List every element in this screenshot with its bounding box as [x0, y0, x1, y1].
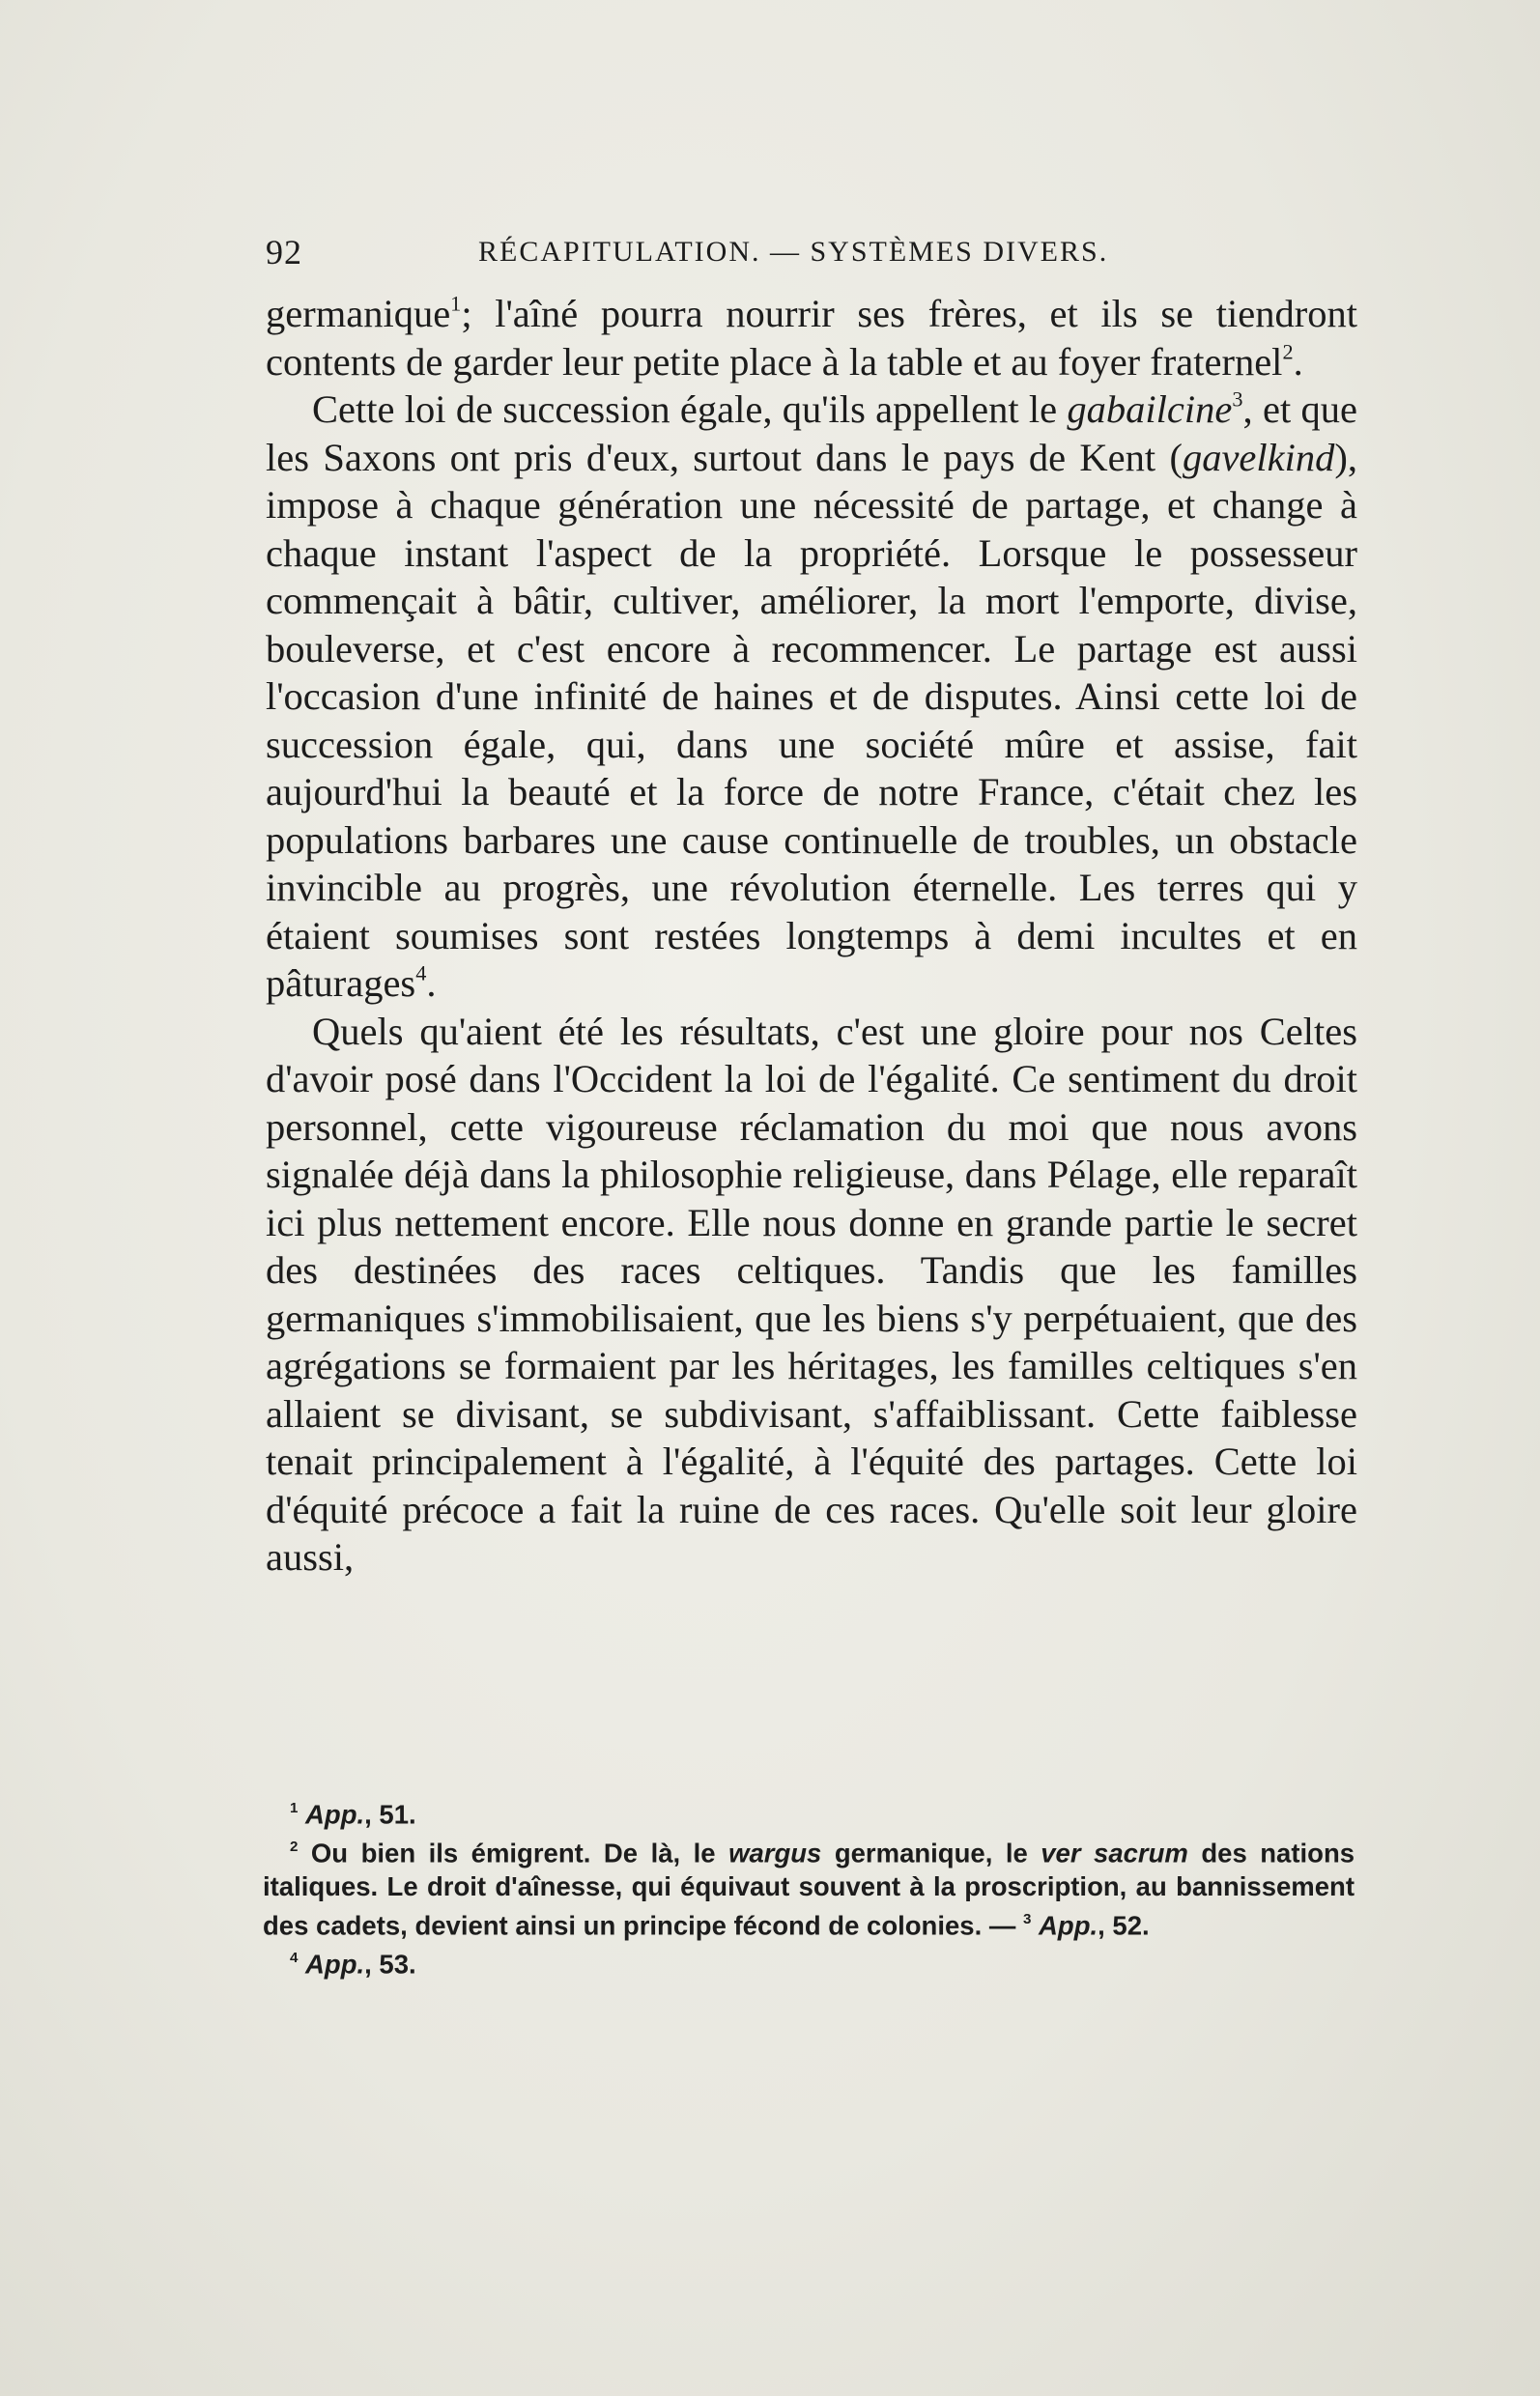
- page-number: 92: [266, 233, 302, 271]
- footnotes: [263, 1792, 1355, 1981]
- footnote-ref-2: 2: [1282, 338, 1294, 363]
- footnote-ref-text: App.: [305, 1949, 365, 1980]
- italic-term-gabailcine: gabailcine: [1067, 387, 1233, 431]
- running-head: RÉCAPITULATION. — SYSTÈMES DIVERS.: [478, 236, 1109, 268]
- footnote-text: Ou bien ils émigrent. De là, le: [310, 1838, 729, 1868]
- footnote-number: 4: [290, 1950, 299, 1967]
- page-header: [266, 232, 1357, 274]
- footnote-4: [263, 1942, 1355, 1981]
- paragraph-3: Quels qu'aient été les résultats, c'est une gloire pour nos Celtes d'avoir posé dans l'Occident la loi de l'égalité. Ce sentiment du droit personnel, cette vigoureuse réclamation du moi que nous avons signalée déjà dans la philosophie religieuse, dans Pélage, elle reparaît ici plus nettement encore. Elle nous donne en grande partie le secret des destinées des races celtiques. Tandis que les familles germaniques s'immobilisaient, que les biens s'y perpétuaient, que des agrégations se formaient par les héritages, les familles celtiques s'en allaient se divisant, se subdivisant, s'affaiblissant. Cette faiblesse tenait principalement à l'égalité, à l'équité des partages. Cette loi d'équité précoce a fait la ruine de ces races. Qu'elle soit leur gloire aussi,: [266, 1009, 1357, 1579]
- footnote-ref-text: App.: [1039, 1910, 1098, 1941]
- footnote-2: [263, 1831, 1355, 1942]
- text-run: , et que les Saxons ont pris d'eux, surtout dans le pays de Kent (: [266, 387, 1357, 479]
- italic-term-wargus: wargus: [728, 1838, 822, 1868]
- footnote-ref-1: 1: [450, 291, 462, 316]
- text-run: Cette loi de succession égale, qu'ils appellent le: [312, 387, 1068, 431]
- footnote-ref-3: 3: [1232, 386, 1243, 412]
- footnote-text: des nations italiques. Le droit d'aînesse, qui équivaut souvent à la proscription, au bannissement des cadets, devient ainsi un principe fécond de colonies. —: [263, 1838, 1355, 1941]
- text-run: .: [1293, 339, 1303, 384]
- footnote-ref-text: App.: [305, 1799, 365, 1830]
- paragraph-2: [266, 385, 1357, 1008]
- footnote-number: 1: [290, 1800, 299, 1816]
- footnote-number: 3: [1023, 1910, 1032, 1927]
- footnote-1: [263, 1792, 1355, 1831]
- text-run: ; l'aîné pourra nourrir ses frères, et ils se tiendront contents de garder leur petite place à la table et au foyer fraternel: [266, 292, 1357, 384]
- footnote-ref-4: 4: [415, 960, 427, 985]
- text-run: germanique: [266, 292, 451, 335]
- footnote-text: , 51.: [364, 1799, 416, 1830]
- text-run: .: [426, 961, 437, 1005]
- footnote-text: , 53.: [364, 1949, 416, 1980]
- body-text: [266, 290, 1357, 1582]
- footnote-text: , 52.: [1098, 1910, 1150, 1941]
- italic-term-ver-sacrum: ver sacrum: [1041, 1838, 1188, 1868]
- footnote-number: 2: [290, 1839, 299, 1856]
- footnote-text: germanique, le: [821, 1838, 1041, 1868]
- paragraph-1: [266, 290, 1357, 385]
- text-run: ), impose à chaque génération une nécessité de partage, et change à chaque instant l'aspect de la propriété. Lorsque le possesseur commençait à bâtir, cultiver, améliorer, la mort l'emporte, divise, bouleverse, et c'est encore à recommencer. Le partage est aussi l'occasion d'une infinité de haines et de disputes. Ainsi cette loi de succession égale, qui, dans une société mûre et assise, fait aujourd'hui la beauté et la force de notre France, c'était chez les populations barbares une cause continuelle de troubles, un obstacle invincible au progrès, une révolution éternelle. Les terres qui y étaient soumises sont restées longtemps à demi incultes et en pâturages: [266, 435, 1357, 1005]
- italic-term-gavelkind: gavelkind: [1182, 435, 1335, 479]
